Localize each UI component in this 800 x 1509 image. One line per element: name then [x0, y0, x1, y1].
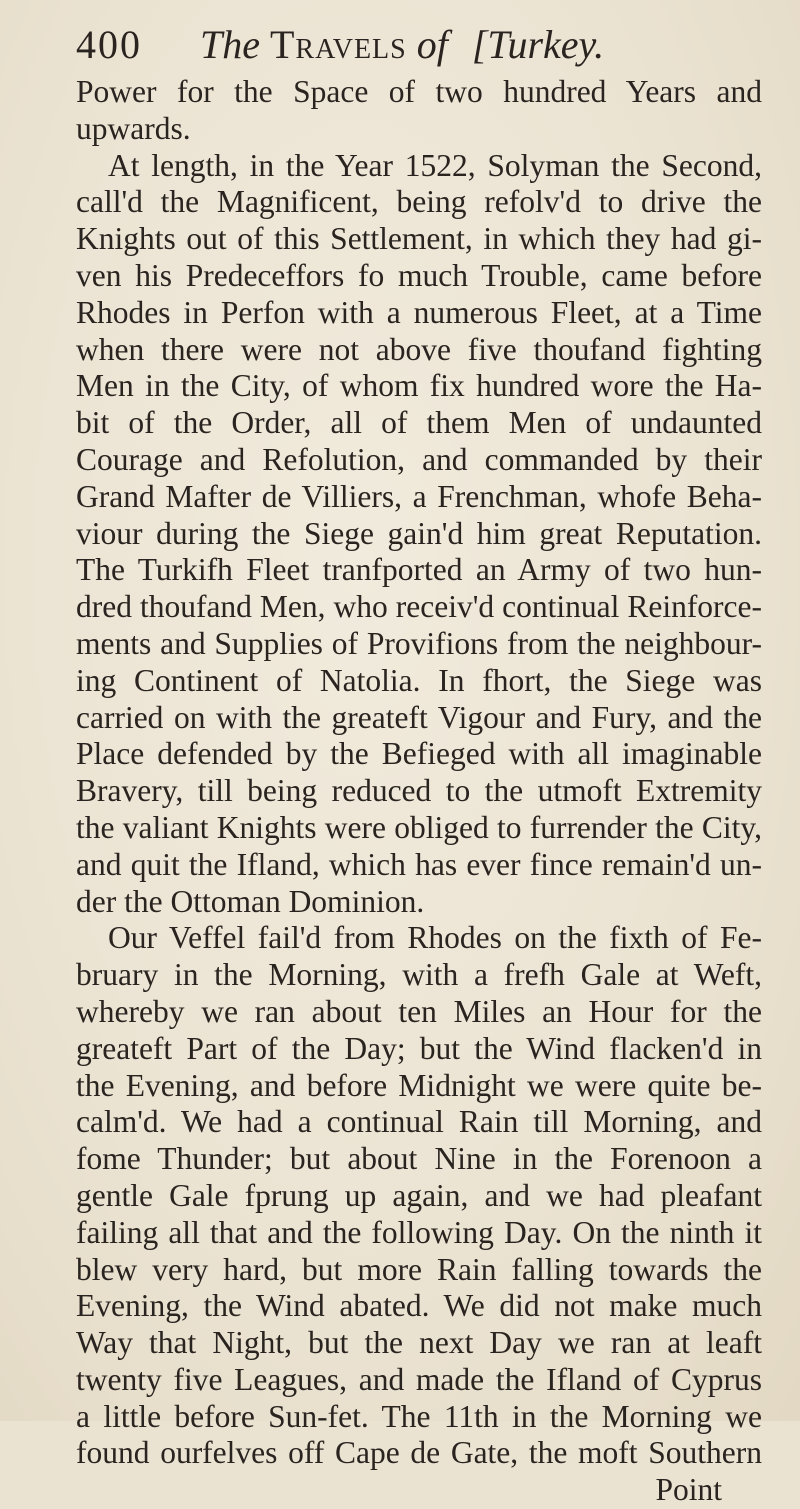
text-line: whereby we ran about ten Miles an Hour for the [76, 993, 762, 1029]
text-line: Rhodes in Perfon with a numerous Fleet, at a Time [76, 294, 762, 330]
text-line: twenty five Leagues, and made the Ifland of Cyprus [76, 1361, 762, 1397]
text-line: the Evening, and before Midnight we were quite be- [76, 1067, 762, 1103]
text-line: viour during the Siege gain'd him great Reputation. [76, 515, 762, 551]
running-title [200, 18, 448, 72]
text-line: Bravery, till being reduced to the utmoft Extremity [76, 773, 762, 809]
text-line: Evening, the Wind abated. We did not make much [76, 1288, 762, 1324]
text-line: when there were not above five thoufand fighting [76, 331, 762, 367]
text-line: Courage and Refolution, and commanded by their [76, 441, 762, 477]
page-number: 400 [76, 22, 142, 67]
text-line: Way that Night, but the next Day we ran at leaft [76, 1325, 762, 1361]
text-line: Men in the City, of whom fix hundred wore the Ha- [76, 368, 762, 404]
text-line: found ourfelves off Cape de Gate, the moft Southern [76, 1435, 762, 1471]
body-text [76, 74, 762, 1509]
text-line: call'd the Magnificent, being refolv'd to drive the [76, 184, 762, 220]
text-line: At length, in the Year 1522, Solyman the Second, [108, 147, 762, 183]
text-line: failing all that and the following Day. On the ninth it [76, 1214, 762, 1250]
text-line: greateft Part of the Day; but the Wind flacken'd in [76, 1030, 762, 1066]
text-line: The Turkifh Fleet tranfported an Army of two hun- [76, 552, 762, 588]
text-line: Power for the Space of two hundred Years and [76, 74, 762, 109]
text-line: carried on with the greateft Vigour and Fury, and the [76, 699, 762, 735]
text-line: and quit the Ifland, which has ever fince remain'd un- [76, 846, 762, 882]
text-line: fome Thunder; but about Nine in the Forenoon a [76, 1141, 762, 1177]
text-line: a little before Sun-fet. The 11th in the Morning we [76, 1398, 762, 1434]
text-line: bit of the Order, all of them Men of undaunted [76, 405, 762, 441]
text-line: Our Veffel fail'd from Rhodes on the fixth of Fe- [108, 920, 762, 956]
text-line: calm'd. We had a continual Rain till Morning, and [76, 1104, 762, 1140]
text-line: bruary in the Morning, with a frefh Gale at Weft, [76, 957, 762, 993]
text-line: ing Continent of Natolia. In fhort, the Siege was [76, 662, 762, 698]
text-line: the valiant Knights were obliged to furrender the City, [76, 809, 762, 845]
title-the: The [200, 22, 260, 67]
text-line: gentle Gale fprung up again, and we had pleafant [76, 1177, 762, 1213]
text-line: der the Ottoman Dominion. [76, 883, 425, 919]
text-line: blew very hard, but more Rain falling towards the [76, 1251, 762, 1287]
title-travels: Travels [270, 22, 407, 67]
text-line: Place defended by the Befieged with all imaginable [76, 736, 762, 772]
title-of: of [416, 22, 448, 67]
text-line: ments and Supplies of Provifions from the neighbour- [76, 625, 762, 661]
text-line: Grand Mafter de Villiers, a Frenchman, whofe Beha- [76, 478, 762, 514]
running-head [76, 18, 762, 72]
text-line: upwards. [76, 110, 191, 146]
text-line: ven his Predeceffors fo much Trouble, came before [76, 257, 762, 293]
text-line: Knights out of this Settlement, in which they had gi- [76, 221, 762, 257]
running-section: [Turkey. [471, 22, 605, 67]
catchword: Point [655, 1472, 722, 1508]
text-line: dred thoufand Men, who receiv'd continual Reinforce- [76, 589, 762, 625]
